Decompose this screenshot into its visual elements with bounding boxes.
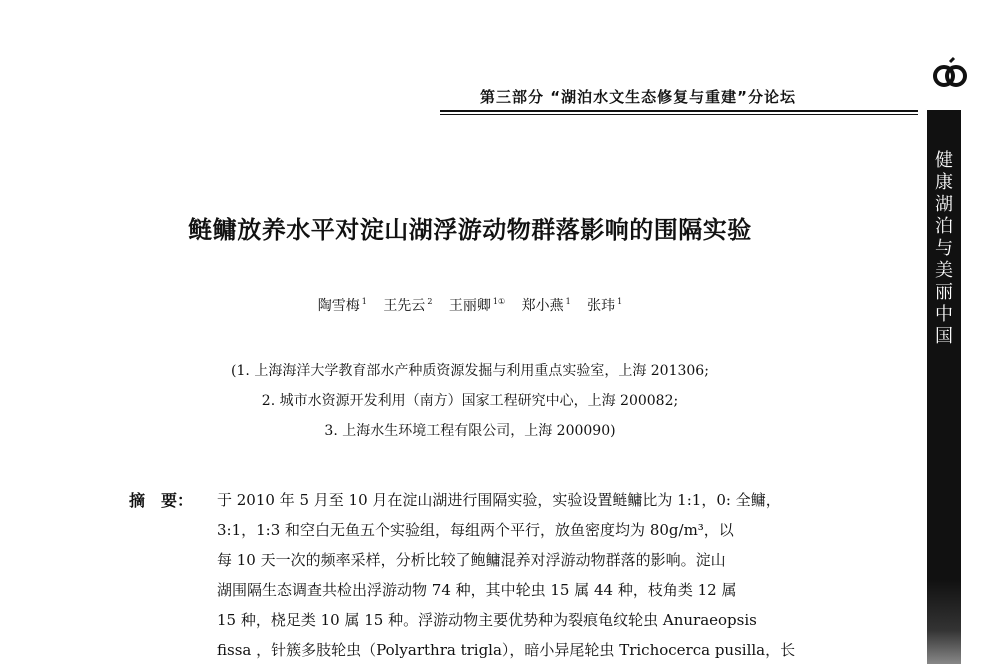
author: 王先云 $^2$ <box>383 297 433 314</box>
abstract-label: 摘 要： <box>129 491 194 510</box>
sidebar-band <box>927 110 961 664</box>
page-number-glyph <box>930 56 970 96</box>
abstract-line: fissa ，针簇多肢轮虫（Polyarthra trigla），暗小异尾轮虫 Trichocerca pusilla，长 <box>217 641 796 659</box>
author: 陶雪梅 $^1$ <box>317 297 367 314</box>
author: 郑小燕 $^1$ <box>521 297 571 314</box>
abstract-line: 3:1，1:3 和空白无鱼五个实验组，每组两个平行，放鱼密度均为 80g/m³，以 <box>217 521 734 539</box>
affiliation-line: 3. 上海水生环境工程有限公司，上海 200090) <box>324 423 616 439</box>
abstract-line: 15 种，桡足类 10 属 15 种。浮游动物主要优势种为裂痕龟纹轮虫 Anuraeopsis <box>217 611 757 629</box>
author: 张玮 $^1$ <box>587 297 623 314</box>
running-header: 第三部分 “湖泊水文生态修复与重建”分论坛 <box>480 88 796 106</box>
abstract-line: 于 2010 年 5 月至 10 月在淀山湖进行围隔实验，实验设置鲢鳙比为 1:1，0: 全鳙， <box>217 491 781 509</box>
affiliation-line: (1. 上海海洋大学教育部水产种质资源发掘与利用重点实验室，上海 201306; <box>231 363 709 379</box>
header-rule-thin <box>440 114 918 115</box>
author-list <box>0 295 1000 315</box>
article-title: 鲢鳙放养水平对淀山湖浮游动物群落影响的围隔实验 <box>188 215 752 244</box>
sidebar-book-title: 健康湖泊与美丽中国 <box>935 150 953 347</box>
affiliation-line: 2. 城市水资源开发利用（南方）国家工程研究中心，上海 200082; <box>261 393 679 409</box>
abstract-line: 每 10 天一次的频率采样，分析比较了鲍鳙混养对浮游动物群落的影响。淀山 <box>217 551 726 569</box>
abstract-line: 湖围隔生态调查共检出浮游动物 74 种，其中轮虫 15 属 44 种，枝角类 12 属 <box>217 581 737 599</box>
author: 王丽卿 $^{1①}$ <box>448 297 506 314</box>
header-rule <box>440 110 918 112</box>
